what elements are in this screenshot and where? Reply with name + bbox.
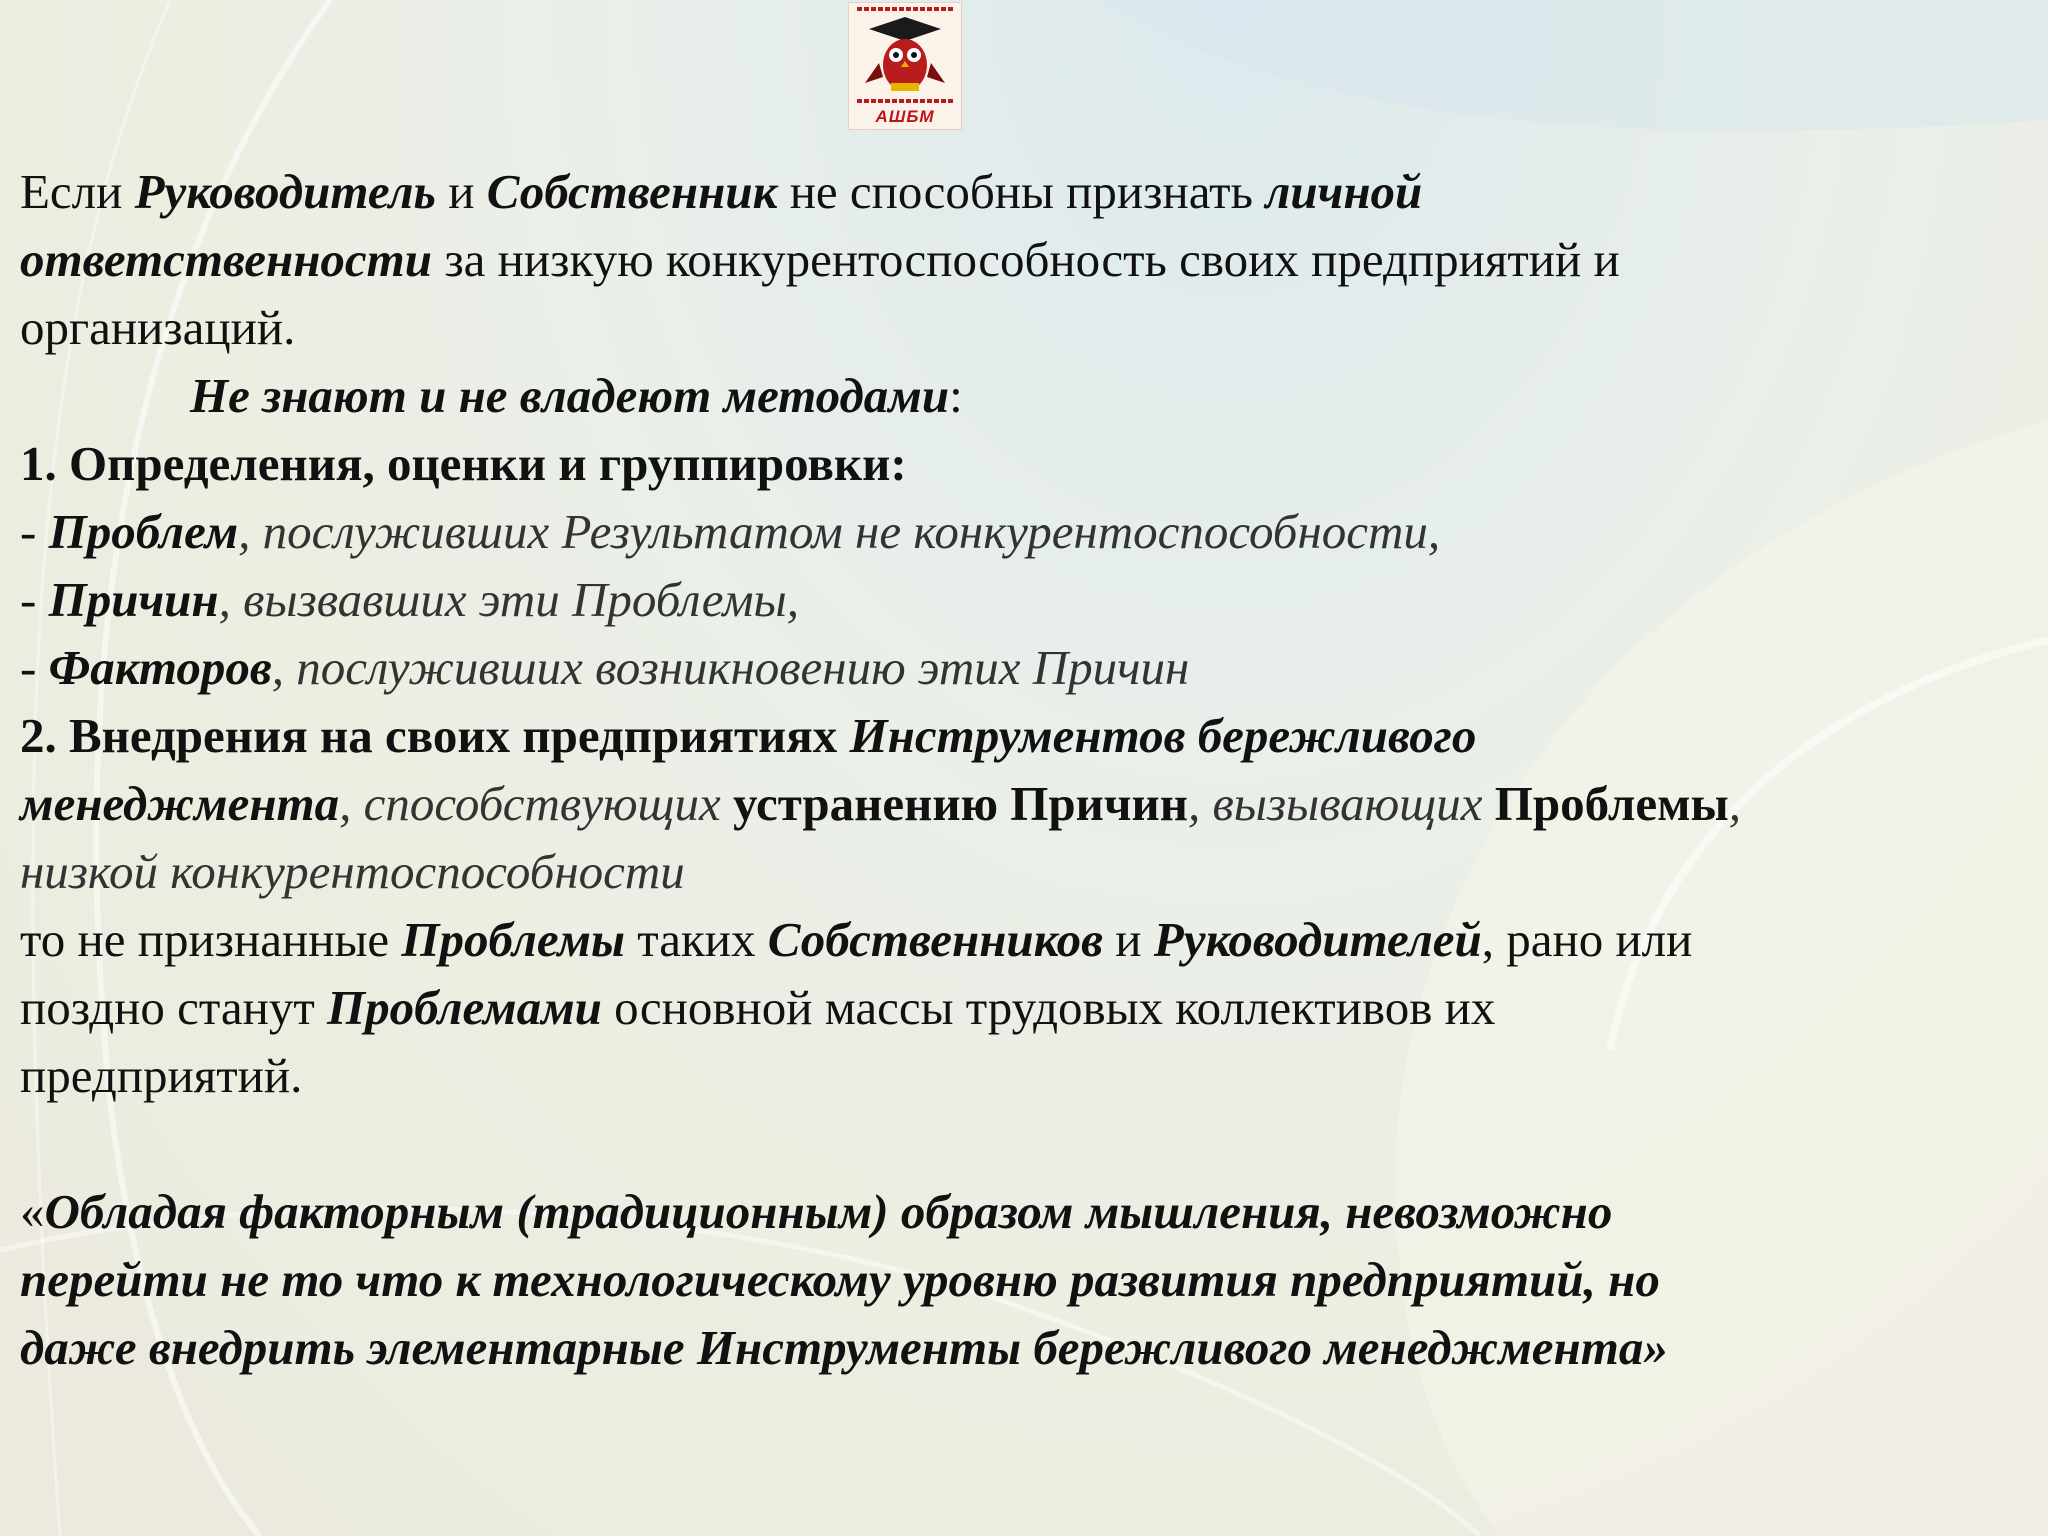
text: , рано или — [1481, 912, 1693, 967]
open-quote: « — [20, 1184, 45, 1239]
quote-text: Обладая факторным (традиционным) образом мышления, невозможно — [44, 1184, 1613, 1239]
item-1-bullet-3 — [20, 634, 2030, 702]
bullet-term: Проблем — [48, 504, 239, 559]
emphasis-responsibility: ответственности — [20, 232, 433, 287]
dash: - — [20, 504, 49, 559]
emphasis-management: менеджмента — [20, 776, 340, 831]
conclusion-line-3 — [20, 1042, 2030, 1110]
emphasis-personal: личной — [1265, 164, 1423, 219]
methods-heading-text: Не знают и не владеют методами — [190, 368, 950, 423]
emphasis-owner: Собственник — [486, 164, 778, 219]
text: за низкую конкурентоспособность своих предприятий и — [432, 232, 1620, 287]
text: , способствующих — [339, 776, 733, 831]
emphasis-lean-tools: Инструментов бережливого — [849, 708, 1477, 763]
spacer — [20, 1110, 2030, 1178]
quote-line-1 — [20, 1178, 2030, 1246]
text: , — [1728, 776, 1741, 831]
emphasis-managers: Руководителей — [1153, 912, 1482, 967]
owl-with-graduation-cap-icon — [861, 13, 949, 97]
text: организаций. — [20, 300, 296, 355]
logo-top-text — [857, 7, 953, 11]
bullet-term: Факторов — [48, 640, 272, 695]
text: и — [1103, 912, 1154, 967]
logo-subtitle-text — [857, 99, 953, 103]
item-2-heading: 2. Внедрения на своих предприятиях — [20, 708, 850, 763]
item-1-bullet-1 — [20, 498, 2030, 566]
bullet-term: Причин — [48, 572, 219, 627]
item-1-heading: 1. Определения, оценки и группировки: — [20, 436, 907, 491]
text: предприятий. — [20, 1048, 303, 1103]
text: Если — [20, 164, 135, 219]
emphasis-problems: Проблемы — [401, 912, 625, 967]
text: таких — [624, 912, 768, 967]
methods-heading — [20, 362, 2030, 430]
paragraph-1-line-3 — [20, 294, 2030, 362]
quote-line-2: перейти не то что к технологическому уровню развития предприятий, но — [20, 1252, 1660, 1307]
item-1-bullet-2 — [20, 566, 2030, 634]
text: то не признанные — [20, 912, 402, 967]
conclusion-line-1 — [20, 906, 2030, 974]
school-logo — [848, 2, 962, 130]
item-2-line-1 — [20, 702, 2030, 770]
emphasis-problems: Проблемы — [1494, 776, 1729, 831]
emphasis-manager: Руководитель — [134, 164, 436, 219]
text: основной массы трудовых коллективов их — [601, 980, 1496, 1035]
dash: - — [20, 572, 49, 627]
paragraph-1-line-1 — [20, 158, 2030, 226]
logo-abbreviation: АШБМ — [875, 107, 935, 126]
colon: : — [949, 368, 963, 423]
text: не способны признать — [777, 164, 1266, 219]
text: низкой конкурентоспособности — [20, 844, 685, 899]
text: и — [435, 164, 487, 219]
dash: - — [20, 640, 49, 695]
bullet-text: , послуживших возникновению этих Причин — [271, 640, 1190, 695]
conclusion-line-2 — [20, 974, 2030, 1042]
slide-text — [20, 158, 2030, 1382]
emphasis-owners: Собственников — [767, 912, 1104, 967]
bullet-text: , вызвавших эти Проблемы, — [218, 572, 799, 627]
emphasis-eliminate-causes: устранению Причин — [732, 776, 1188, 831]
emphasis-problems: Проблемами — [327, 980, 602, 1035]
bullet-text: , послуживших Результатом не конкурентоспособности, — [238, 504, 1441, 559]
item-2-line-2 — [20, 770, 2030, 838]
text: , вызывающих — [1187, 776, 1495, 831]
paragraph-1-line-2 — [20, 226, 2030, 294]
quote-line-3: даже внедрить элементарные Инструменты бережливого менеджмента» — [20, 1320, 1668, 1375]
text: поздно станут — [20, 980, 327, 1035]
item-2-line-3 — [20, 838, 2030, 906]
